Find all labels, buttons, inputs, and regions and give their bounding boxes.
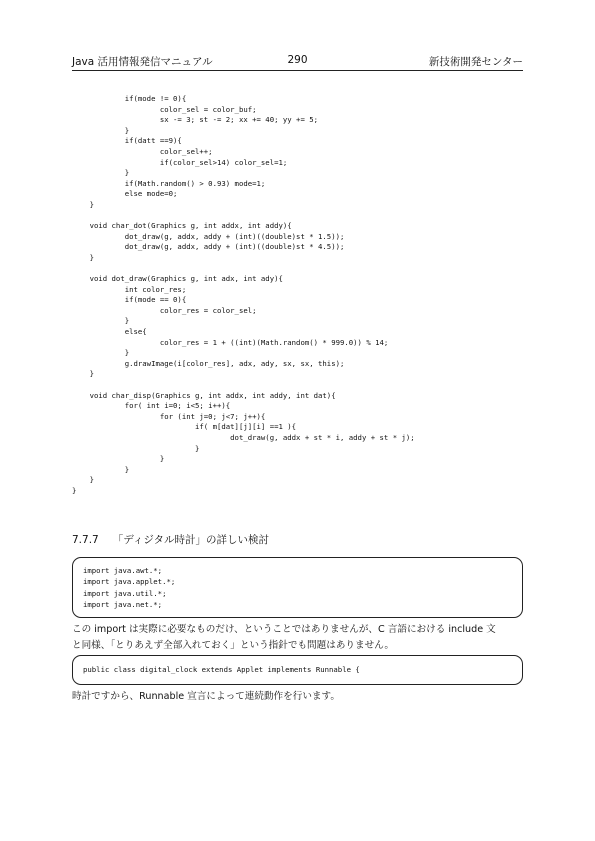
page-number: 290 (287, 54, 308, 66)
imports-code: import java.awt.*; import java.applet.*; import java.util.*; import java.net.*; (83, 566, 176, 610)
import-explanation-line-1: この import は実際に必要なものだけ、ということではありませんが、C 言語における include 文 (72, 624, 496, 635)
header-organization: 新技術開発センター (428, 56, 523, 68)
imports-code-box (72, 557, 523, 618)
class-declaration-box (72, 655, 523, 685)
class-declaration-code: public class digital_clock extends Applet implements Runnable { (83, 665, 360, 674)
header-manual-title: Java 活用情報発信マニュアル (72, 56, 213, 68)
import-explanation-line-2: と同様、「とりあえず全部入れておく」という指針でも問題はありません。 (72, 640, 394, 651)
section-number: 7.7.7 (72, 534, 99, 546)
section-heading (72, 532, 269, 547)
runnable-explanation: 時計ですから、Runnable 宣言によって連続動作を行います。 (72, 691, 340, 702)
code-listing: if(mode != 0){ color_sel = color_buf; sx -= 3; st -= 2; xx += 40; yy += 5; } if(datt ==9){ color_sel++; if(color_sel>14) color_sel=1; } if(Math.random() > 0.93) mode=1; else mode=0; } void char_dot(Graphics g, int addx, int addy){ dot_draw(g, addx, addy + (int)((double)st * 1.5)); dot_draw(g, addx, addy + (int)((double)st * 4.5)); } void dot_draw(Graphics g, int adx, int ady){ int color_res; if(mode == 0){ color_res = color_sel; } else{ color_res = 1 + ((int)(Math.random() * 999.0)) % 14; } g.drawImage(i[color_res], adx, ady, sx, sx, this); } void char_disp(Graphics g, int addx, int addy, int dat){ for( int i=0; i<5; i++){ for (int j=0; j<7; j++){ if( m[dat][j][i] ==1 ){ dot_draw(g, addx + st * i, addy + st * j); } } } } } (72, 94, 415, 495)
section-title: 「ディジタル時計」の詳しい検討 (112, 534, 269, 546)
import-explanation (72, 622, 532, 654)
header-rule (72, 70, 523, 71)
